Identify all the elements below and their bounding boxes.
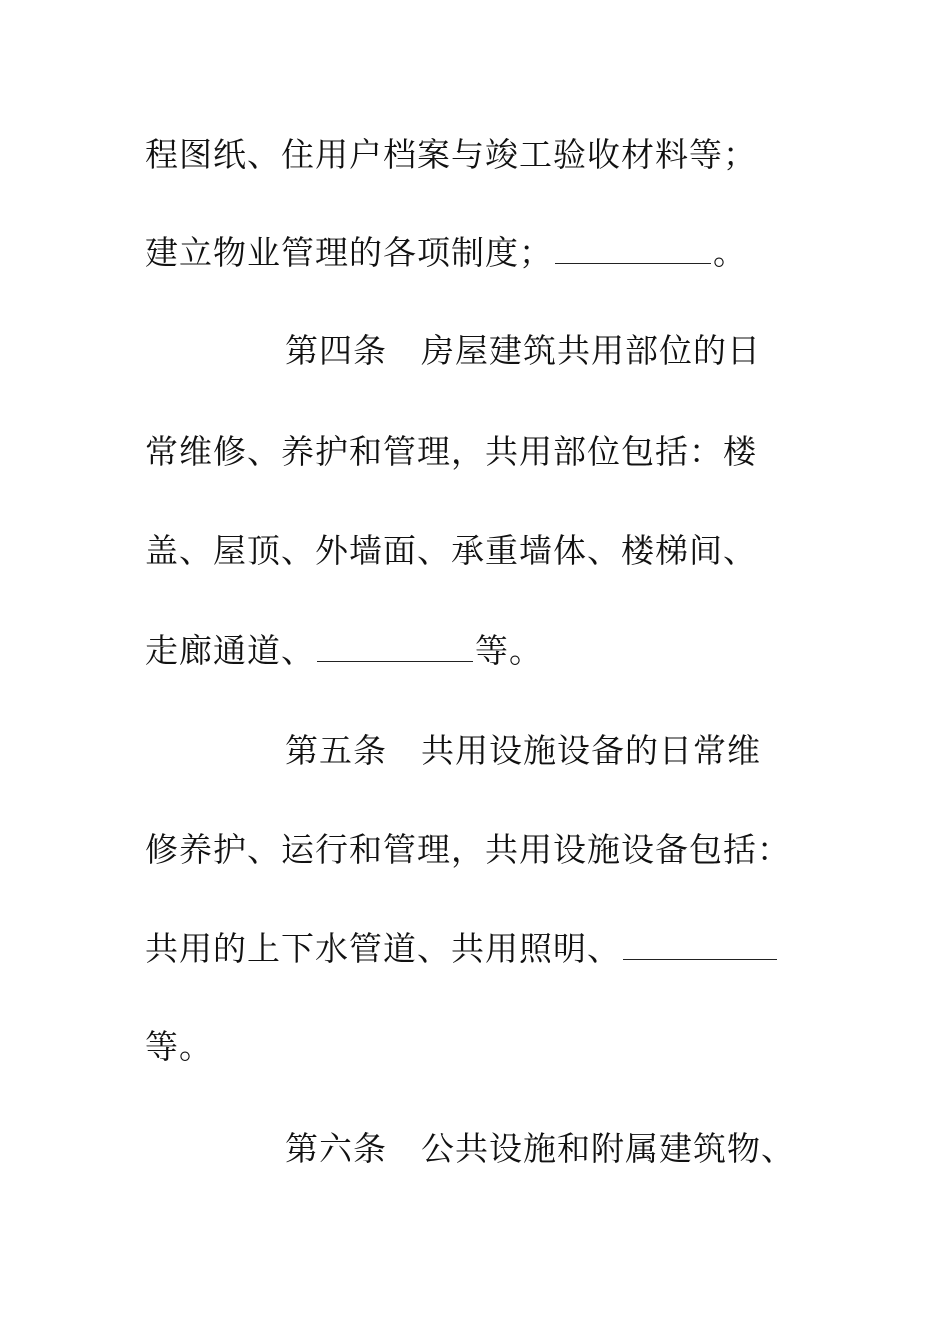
line-text: 程图纸、住用户档案与竣工验收材料等；: [145, 135, 757, 174]
line-text: 共用的上下水管道、共用照明、: [145, 929, 621, 968]
text-line-4: [145, 427, 757, 477]
article-4-heading: [285, 326, 761, 376]
text-line-1: [145, 130, 757, 180]
article-text: 房屋建筑共用部位的日: [421, 331, 761, 370]
line-text: 常维修、养护和管理，共用部位包括：楼: [145, 432, 757, 471]
article-text: 公共设施和附属建筑物、: [421, 1129, 795, 1168]
line-text: 走廊通道、: [145, 631, 315, 670]
text-line-6: [145, 626, 543, 676]
fill-in-blank: [623, 929, 777, 960]
article-6-heading: [285, 1124, 795, 1174]
fill-in-blank: [317, 631, 473, 662]
text-line-2: [145, 228, 747, 278]
line-text: 。: [713, 233, 747, 272]
text-line-10: [145, 1022, 213, 1072]
line-text: 建立物业管理的各项制度；: [145, 233, 553, 272]
line-text: 盖、屋顶、外墙面、承重墙体、楼梯间、: [145, 531, 757, 570]
line-text: 修养护、运行和管理，共用设施设备包括：: [145, 830, 791, 869]
text-line-5: [145, 526, 757, 576]
text-line-9: [145, 924, 779, 974]
article-text: 共用设施设备的日常维: [421, 731, 761, 770]
line-text: 等。: [475, 631, 543, 670]
article-number: 第四条: [285, 331, 387, 370]
article-number: 第五条: [285, 731, 387, 770]
line-text: 等。: [145, 1027, 213, 1066]
fill-in-blank: [555, 233, 711, 264]
article-number: 第六条: [285, 1129, 387, 1168]
article-5-heading: [285, 726, 761, 776]
text-line-8: [145, 825, 791, 875]
